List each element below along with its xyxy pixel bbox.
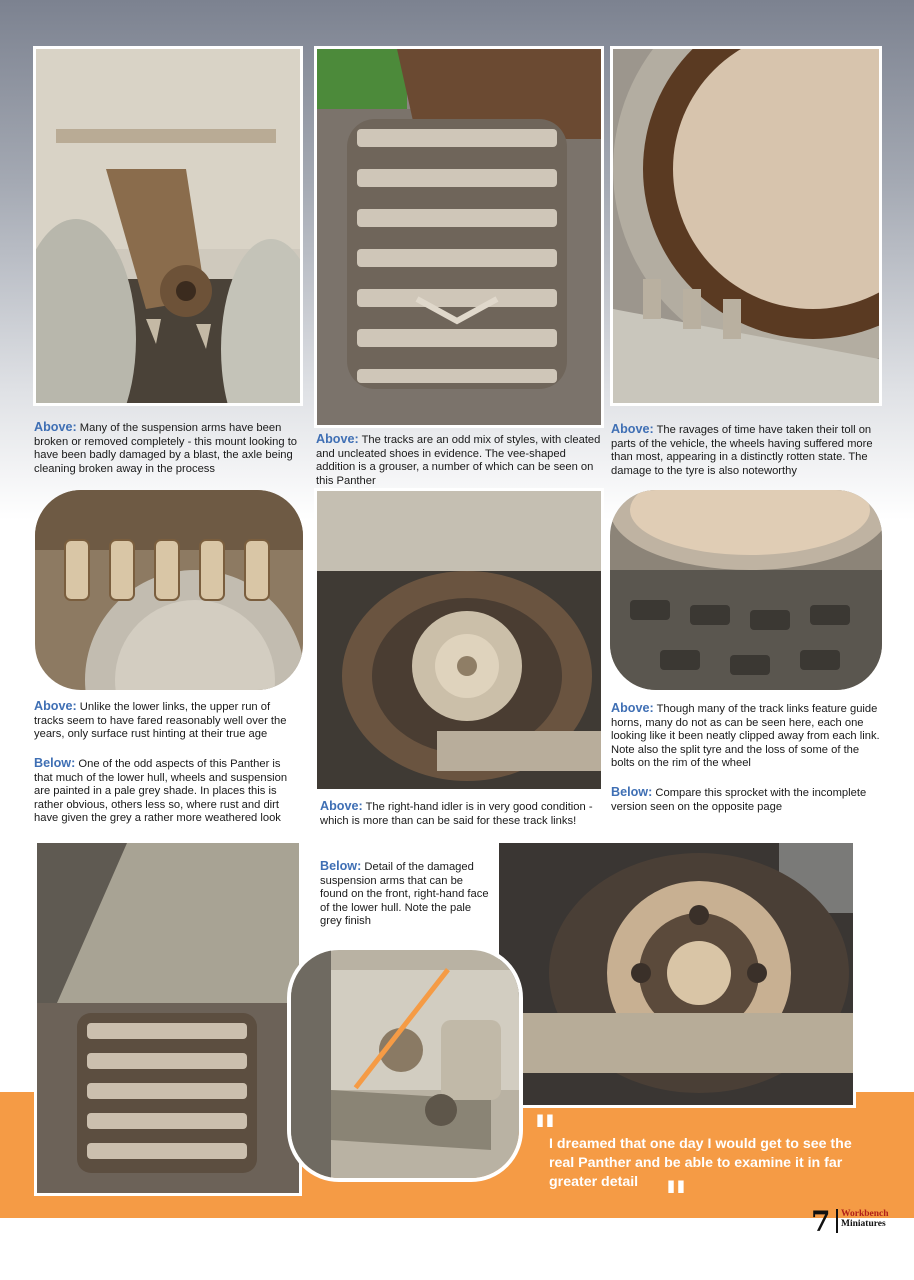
caption-pale-grey: Below: One of the odd aspects of this Panther is that much of the lower hull, wheels and suspension are painted in a pale grey shade. In places this is rather obvious, others less so, where rust and dirt have given the grey a rather more weathered look — [34, 756, 288, 825]
caption-upper-tracks: Above: Unlike the lower links, the upper run of tracks seem to have fared reasonably well over the years, only surface rust hinting at their true age — [34, 699, 287, 741]
suspension-mount-photo — [33, 46, 303, 406]
caption-suspension-mount: Above: Many of the suspension arms have been broken or removed completely - this mount looking to have been badly damaged by a blast, the axle being cleaning broken away in the process — [34, 420, 298, 475]
rotten-wheel-photo — [610, 46, 882, 406]
logo-line-1: Workbench — [841, 1209, 889, 1219]
open-quote-icon: " — [533, 1105, 557, 1159]
split-tyre-photo — [610, 490, 882, 690]
caption-idler: Above: The right-hand idler is in very good condition - which is more than can be said for these track links! — [320, 799, 593, 827]
logo-line-2: Miniatures — [841, 1219, 886, 1229]
caption-sprocket-compare: Below: Compare this sprocket with the incomplete version seen on the opposite page — [611, 785, 867, 813]
upper-track-run-photo — [35, 490, 303, 690]
page-number: 7 — [811, 1205, 831, 1238]
pull-quote: I dreamed that one day I would get to see the real Panther and be able to examine it in far greater detail — [549, 1136, 852, 1190]
caption-suspension-detail: Below: Detail of the damaged suspension arms that can be found on the front, right-hand face of the lower hull. Note the pale grey finish — [320, 859, 489, 928]
caption-rotten-wheel: Above: The ravages of time have taken their toll on parts of the vehicle, the wheels having suffered more than most, appearing in a distinctly rotten state. The damage to the tyre is also noteworthy — [611, 422, 873, 477]
idler-wheel-photo — [314, 488, 604, 792]
track-grousers-photo — [314, 46, 604, 428]
close-quote-icon: " — [664, 1171, 688, 1225]
magazine-logo — [836, 1209, 889, 1233]
caption-tracks: Above: The tracks are an odd mix of styles, with cleated and uncleated shoes in evidence. The vee-shaped addition is a grouser, a number of which can be seen on this Panther — [316, 432, 601, 487]
caption-guide-horns: Above: Though many of the track links feature guide horns, many do not as can be seen here, each one looking like it been neatly clipped away from each link. Note also the split tyre and the loss of some of the bolts on the rim of the wheel — [611, 701, 880, 770]
suspension-arm-detail-photo — [287, 946, 523, 1182]
drive-sprocket-photo — [496, 840, 856, 1108]
lower-hull-track-photo — [34, 840, 302, 1196]
